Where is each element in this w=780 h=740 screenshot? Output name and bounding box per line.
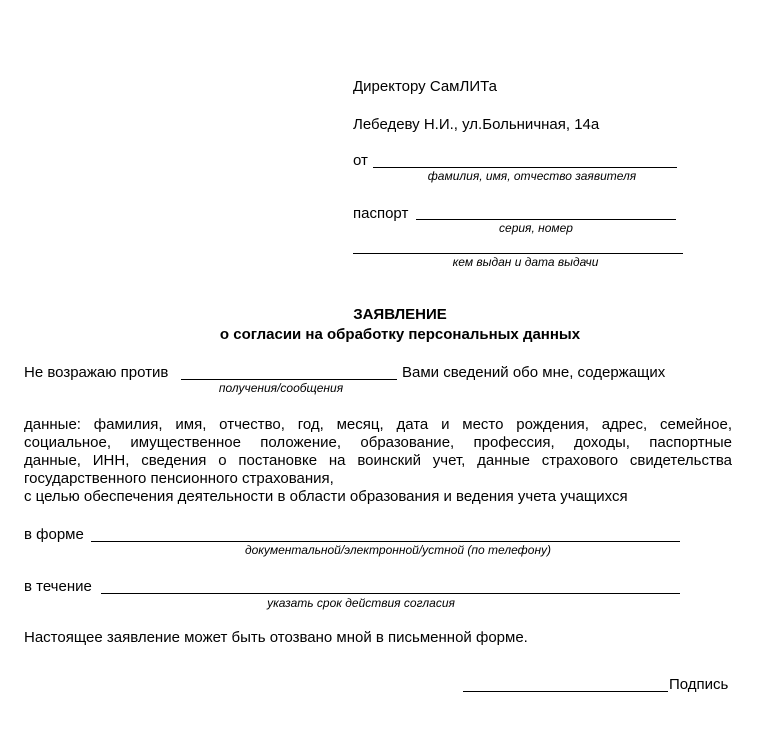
intro-left-text: Не возражаю против xyxy=(24,364,169,381)
signature-fill-line[interactable] xyxy=(463,691,668,692)
from-fill-line[interactable] xyxy=(373,167,677,168)
addressee-line-2: Лебедеву Н.И., ул.Больничная, 14а xyxy=(353,116,600,133)
passport-hint: серия, номер xyxy=(499,221,573,235)
document-title: ЗАЯВЛЕНИЕ xyxy=(353,306,447,323)
form-fill-line[interactable] xyxy=(91,541,680,542)
intro-fill-line[interactable] xyxy=(181,379,397,380)
revocation-text: Настоящее заявление может быть отозвано мной в письменной форме. xyxy=(24,629,528,646)
issued-hint: кем выдан и дата выдачи xyxy=(452,255,599,269)
period-hint: указать срок действия согласия xyxy=(267,596,455,610)
intro-right-text: Вами сведений обо мне, содержащих xyxy=(402,364,666,381)
passport-label: паспорт xyxy=(353,205,409,222)
data-line-3: данные, ИНН, сведения о постановке на воинский учет, данные страхового свидетельства xyxy=(24,452,732,469)
from-label: от xyxy=(353,152,368,169)
purpose-line: с целью обеспечения деятельности в области образования и ведения учета учащихся xyxy=(24,488,628,505)
from-hint: фамилия, имя, отчество заявителя xyxy=(427,169,637,183)
period-label: в течение xyxy=(24,578,92,595)
passport-fill-line[interactable] xyxy=(416,219,676,220)
personal-data-paragraph xyxy=(24,416,732,506)
form-label: в форме xyxy=(24,526,84,543)
data-line-2: социальное, имущественное положение, образование, профессия, доходы, паспортные xyxy=(24,434,732,451)
intro-hint: получения/сообщения xyxy=(218,381,344,395)
data-line-1: данные: фамилия, имя, отчество, год, месяц, дата и место рождения, адрес, семейное, xyxy=(24,416,732,433)
signature-label: Подпись xyxy=(669,676,729,693)
data-line-4: государственного пенсионного страхования, xyxy=(24,470,334,487)
addressee-line-1: Директору СамЛИТа xyxy=(353,78,497,95)
form-hint: документальной/электронной/устной (по телефону) xyxy=(244,543,552,557)
period-fill-line[interactable] xyxy=(101,593,680,594)
issued-fill-line[interactable] xyxy=(353,253,683,254)
document-subtitle: о согласии на обработку персональных данных xyxy=(219,326,581,343)
